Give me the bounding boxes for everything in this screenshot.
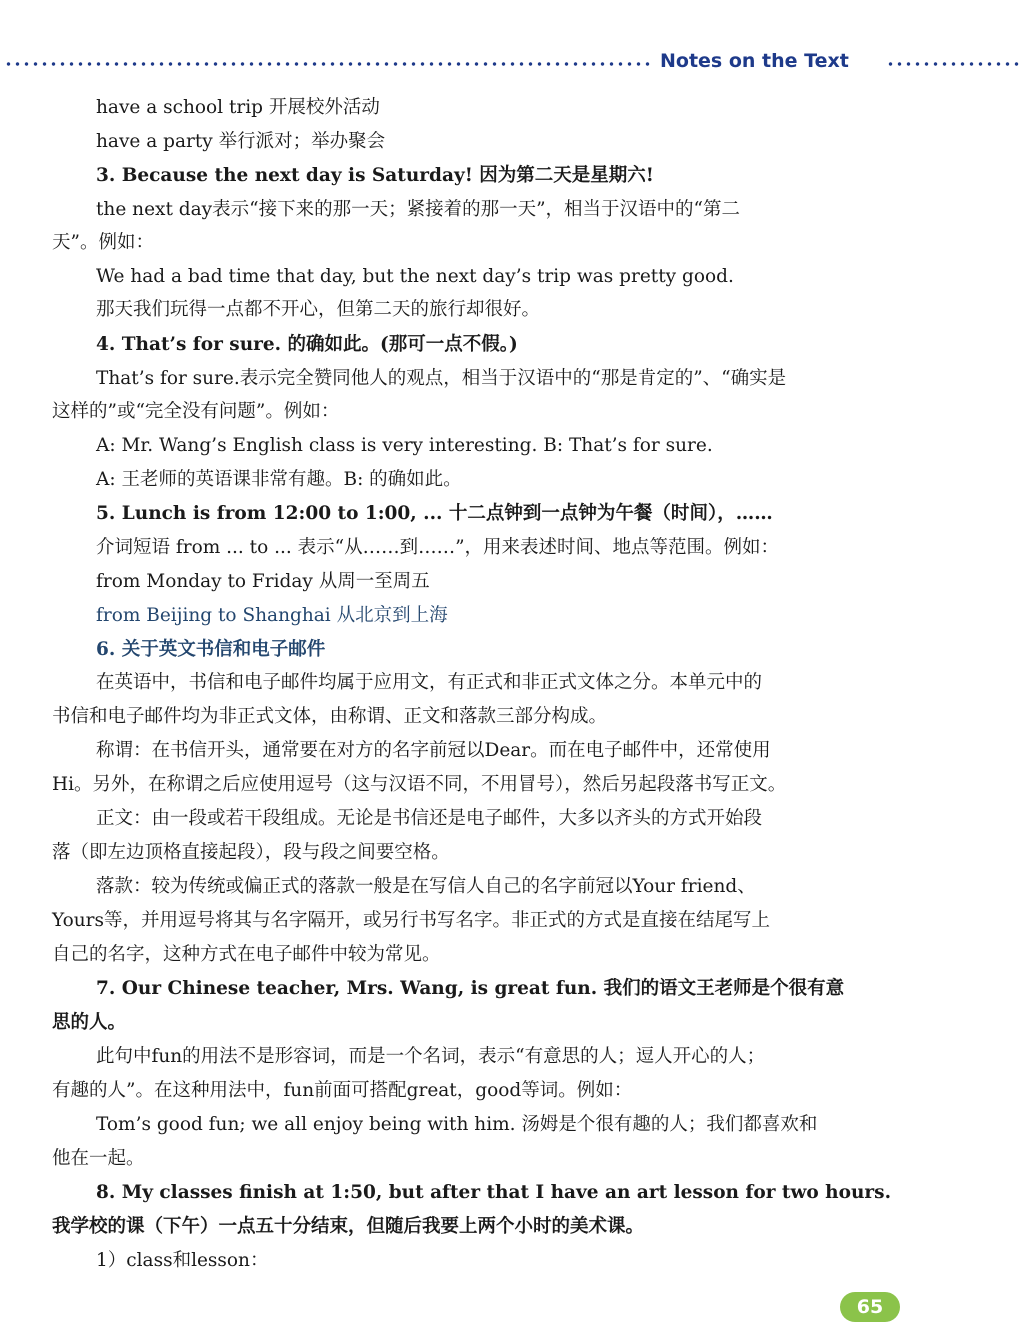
paragraph-line: 在英语中，书信和电子邮件均属于应用文，有正式和非正式文体之分。本单元中的 (96, 672, 763, 693)
paragraph-line: Hi。另外，在称谓之后应使用逗号（这与汉语不同，不用冒号），然后另起段落书写正文。 (52, 774, 787, 795)
subpoint-line: 1）class和lesson： (96, 1250, 269, 1271)
paragraph-line: 介词短语 from ... to ... 表示“从……到……”，用来表述时间、地点等范围。例如： (96, 537, 780, 558)
note-heading-8: 8. My classes finish at 1:50, but after that I have an art lesson for two hours. (96, 1182, 892, 1203)
example-line: 他在一起。 (52, 1148, 145, 1169)
phrase-line: have a party 举行派对；举办聚会 (96, 131, 386, 152)
note-heading-6: 6. 关于英文书信和电子邮件 (96, 639, 326, 660)
page-number-badge: 65 (840, 1292, 900, 1322)
paragraph-line: 正文：由一段或若干段组成。无论是书信还是电子邮件，大多以齐头的方式开始段 (96, 808, 763, 829)
example-line: Tom’s good fun; we all enjoy being with him. 汤姆是个很有趣的人；我们都喜欢和 (96, 1114, 818, 1135)
paragraph-line: the next day表示“接下来的那一天；紧接着的那一天”，相当于汉语中的“第二 (96, 199, 740, 220)
note-heading-5: 5. Lunch is from 12:00 to 1:00, ... 十二点钟到一点钟为午餐（时间），…… (96, 503, 773, 524)
phrase-line: have a school trip 开展校外活动 (96, 97, 380, 118)
paragraph-line: 这样的”或“完全没有问题”。例如： (52, 401, 340, 422)
note-heading-4: 4. That’s for sure. 的确如此。(那可一点不假。) (96, 334, 518, 355)
dotted-rule-right (886, 62, 1020, 66)
note-heading-7-cont: 思的人。 (52, 1012, 127, 1033)
paragraph-line: 落（即左边顶格直接起段），段与段之间要空格。 (52, 842, 450, 863)
example-line: We had a bad time that day, but the next day’s trip was pretty good. (96, 266, 734, 287)
paragraph-line: 天”。例如： (52, 232, 154, 253)
example-line: A: Mr. Wang’s English class is very interesting. B: That’s for sure. (96, 435, 713, 456)
paragraph-line: 落款：较为传统或偏正式的落款一般是在写信人自己的名字前冠以Your friend、 (96, 876, 756, 897)
paragraph-line: 称谓：在书信开头，通常要在对方的名字前冠以Dear。而在电子邮件中，还常使用 (96, 740, 771, 761)
paragraph-line: 有趣的人”。在这种用法中，fun前面可搭配great，good等词。例如： (52, 1080, 633, 1101)
paragraph-line: 书信和电子邮件均为非正式文体，由称谓、正文和落款三部分构成。 (52, 706, 608, 727)
paragraph-line: 自己的名字，这种方式在电子邮件中较为常见。 (52, 944, 441, 965)
paragraph-line: That’s for sure.表示完全赞同他人的观点，相当于汉语中的“那是肯定的”、“确实是 (96, 368, 787, 389)
example-line: 那天我们玩得一点都不开心，但第二天的旅行却很好。 (96, 299, 541, 320)
example-line: from Beijing to Shanghai 从北京到上海 (96, 605, 448, 626)
dotted-rule-left (4, 62, 652, 66)
note-heading-3: 3. Because the next day is Saturday! 因为第二天是星期六! (96, 165, 654, 186)
note-heading-7: 7. Our Chinese teacher, Mrs. Wang, is great fun. 我们的语文王老师是个很有意 (96, 978, 845, 999)
header-title: Notes on the Text (660, 50, 849, 72)
example-line: from Monday to Friday 从周一至周五 (96, 571, 430, 592)
running-header (0, 50, 1024, 76)
note-heading-8-cont: 我学校的课（下午）一点五十分结束，但随后我要上两个小时的美术课。 (52, 1216, 645, 1237)
example-line: A: 王老师的英语课非常有趣。B: 的确如此。 (96, 469, 462, 490)
paragraph-line: 此句中fun的用法不是形容词，而是一个名词，表示“有意思的人；逗人开心的人； (96, 1046, 766, 1067)
paragraph-line: Yours等，并用逗号将其与名字隔开，或另行书写名字。非正式的方式是直接在结尾写上 (52, 910, 770, 931)
